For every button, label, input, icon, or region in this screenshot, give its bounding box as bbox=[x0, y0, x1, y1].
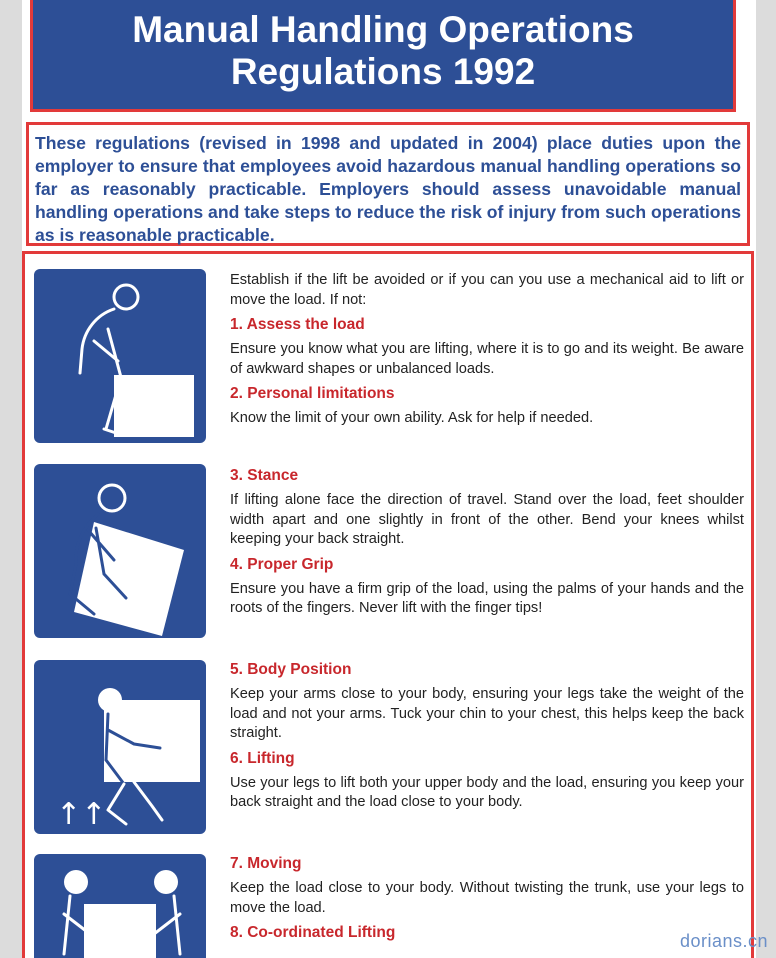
person-squatting-gripping-icon bbox=[34, 464, 206, 638]
step-5-text: Keep your arms close to your body, ensuring your legs take the weight of the load and not your arms. Tuck your chin to your chest, this helps keep the back straight. bbox=[230, 686, 744, 741]
section-3 bbox=[230, 660, 744, 818]
step-7-heading: 7. Moving bbox=[230, 855, 302, 872]
poster bbox=[22, 0, 756, 958]
section-1 bbox=[230, 271, 744, 434]
step-3-text: If lifting alone face the direction of travel. Stand over the load, feet shoulder width apart and one slightly in front of the other. Bend your knees whilst keeping your back straight. bbox=[230, 492, 744, 547]
step-8-heading: 8. Co-ordinated Lifting bbox=[230, 924, 396, 941]
step-2-text: Know the limit of your own ability. Ask for help if needed. bbox=[230, 410, 594, 426]
intro-text: These regulations (revised in 1998 and updated in 2004) place duties upon the employer to ensure that employees avoid hazardous manual handling operations so far as reasonably practicable. Employers should assess unavoidable manual handling operations and take steps to reduce the risk of injury from such operations as is reasonable practicable. bbox=[35, 133, 741, 245]
lift-arrows: ↑↑ bbox=[56, 797, 107, 832]
section-2 bbox=[230, 466, 744, 624]
watermark: dorians.cn bbox=[679, 931, 768, 951]
step-2-heading: 2. Personal limitations bbox=[230, 385, 395, 402]
step-5-heading: 5. Body Position bbox=[230, 661, 352, 678]
section-1-lead: Establish if the lift be avoided or if you can you use a mechanical aid to lift or move the load. If not: bbox=[230, 272, 744, 308]
page-title-line2: Regulations 1992 bbox=[230, 50, 536, 92]
section-4 bbox=[230, 854, 744, 948]
step-4-heading: 4. Proper Grip bbox=[230, 555, 334, 573]
step-1-heading: 1. Assess the load bbox=[230, 316, 365, 333]
two-people-lifting-icon bbox=[34, 854, 206, 958]
step-6-heading: 6. Lifting bbox=[230, 749, 295, 767]
page-title-line1: Manual Handling Operations bbox=[132, 8, 634, 50]
intro-box bbox=[26, 122, 750, 246]
step-7-text: Keep the load close to your body. Without twisting the trunk, use your legs to move the load. bbox=[230, 880, 744, 916]
step-3-heading: 3. Stance bbox=[230, 467, 299, 484]
steps-box bbox=[22, 251, 754, 958]
person-assessing-load-icon bbox=[34, 269, 206, 443]
person-lifting-box-icon bbox=[34, 660, 206, 834]
title-banner bbox=[30, 0, 736, 112]
step-6-text: Use your legs to lift both your upper body and the load, ensuring you keep your back straight and the load close to your body. bbox=[230, 774, 744, 810]
step-4-text: Ensure you have a firm grip of the load, using the palms of your hands and the roots of the fingers. Never lift with the finger tips! bbox=[230, 580, 744, 616]
step-1-text: Ensure you know what you are lifting, where it is to go and its weight. Be aware of awkward shapes or unbalanced loads. bbox=[230, 341, 744, 377]
